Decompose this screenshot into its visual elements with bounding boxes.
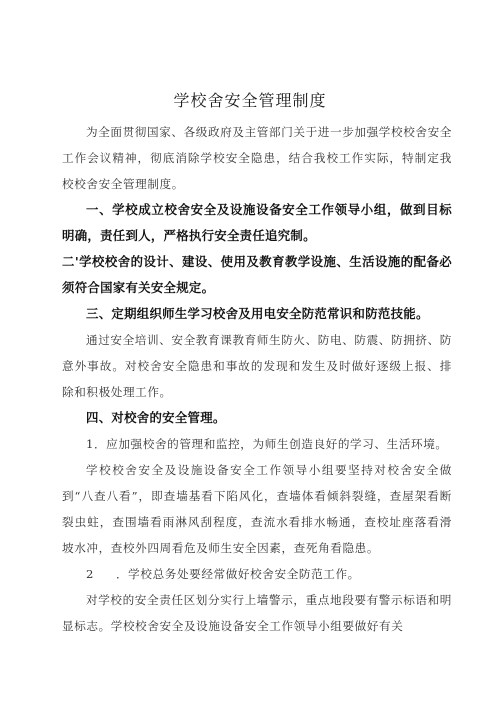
item-2-body: 对学校的安全责任区划分实行上墙警示，重点地段要有警示标语和明显标志。学校校舍安全及设施设备安全工作领导小组要做好有关 xyxy=(62,593,452,633)
item-1-heading: 1．应加强校舍的管理和监控，为师生创造良好的学习、生活环境。 xyxy=(86,437,448,451)
section-2-heading: 二'学校校舍的设计、建设、使用及教育教学设施、生活设施的配备必须符合国家有关安全规定。 xyxy=(62,254,452,295)
section-1-heading: 一、学校成立校舍安全及设施设备安全工作领导小组，做到目标明确，责任到人，严格执行安全责任追究制。 xyxy=(62,202,452,243)
intro-paragraph: 为全面贯彻国家、各级政府及主管部门关于进一步加强学校校舍安全工作会议精神，彻底消除学校安全隐患，结合我校工作实际，特制定我校校舍安全管理制度。 xyxy=(62,125,452,191)
document-title: 学校舍安全管理制度 xyxy=(173,91,327,110)
item-2-heading xyxy=(62,561,452,587)
item-2-text: ．学校总务处要经常做好校舍安全防范工作。 xyxy=(115,567,360,581)
item-1-body: 学校校舍安全及设施设备安全工作领导小组要坚持对校舍安全做到“八查八看”，即查墙基看下陷风化，查墙体看倾斜裂缝，查屋架看断裂虫蛀，查围墙看雨淋风刮程度，查流水看排水畅通，查校址座落看滑坡水冲，查校外四周看危及师生安全因素，查死角看隐患。 xyxy=(62,463,452,555)
section-4-heading: 四、对校舍的安全管理。 xyxy=(86,410,226,425)
item-2-number: 2 xyxy=(86,567,94,581)
section-3-heading: 三、定期组织师生学习校舍及用电安全防范常识和防范技能。 xyxy=(86,306,429,321)
section-3-body: 通过安全培训、安全教育课教育师生防火、防电、防震、防拥挤、防意外事故。对校舍安全隐患和事故的发现和发生及时做好逐级上报、排除和积极处理工作。 xyxy=(62,333,452,399)
